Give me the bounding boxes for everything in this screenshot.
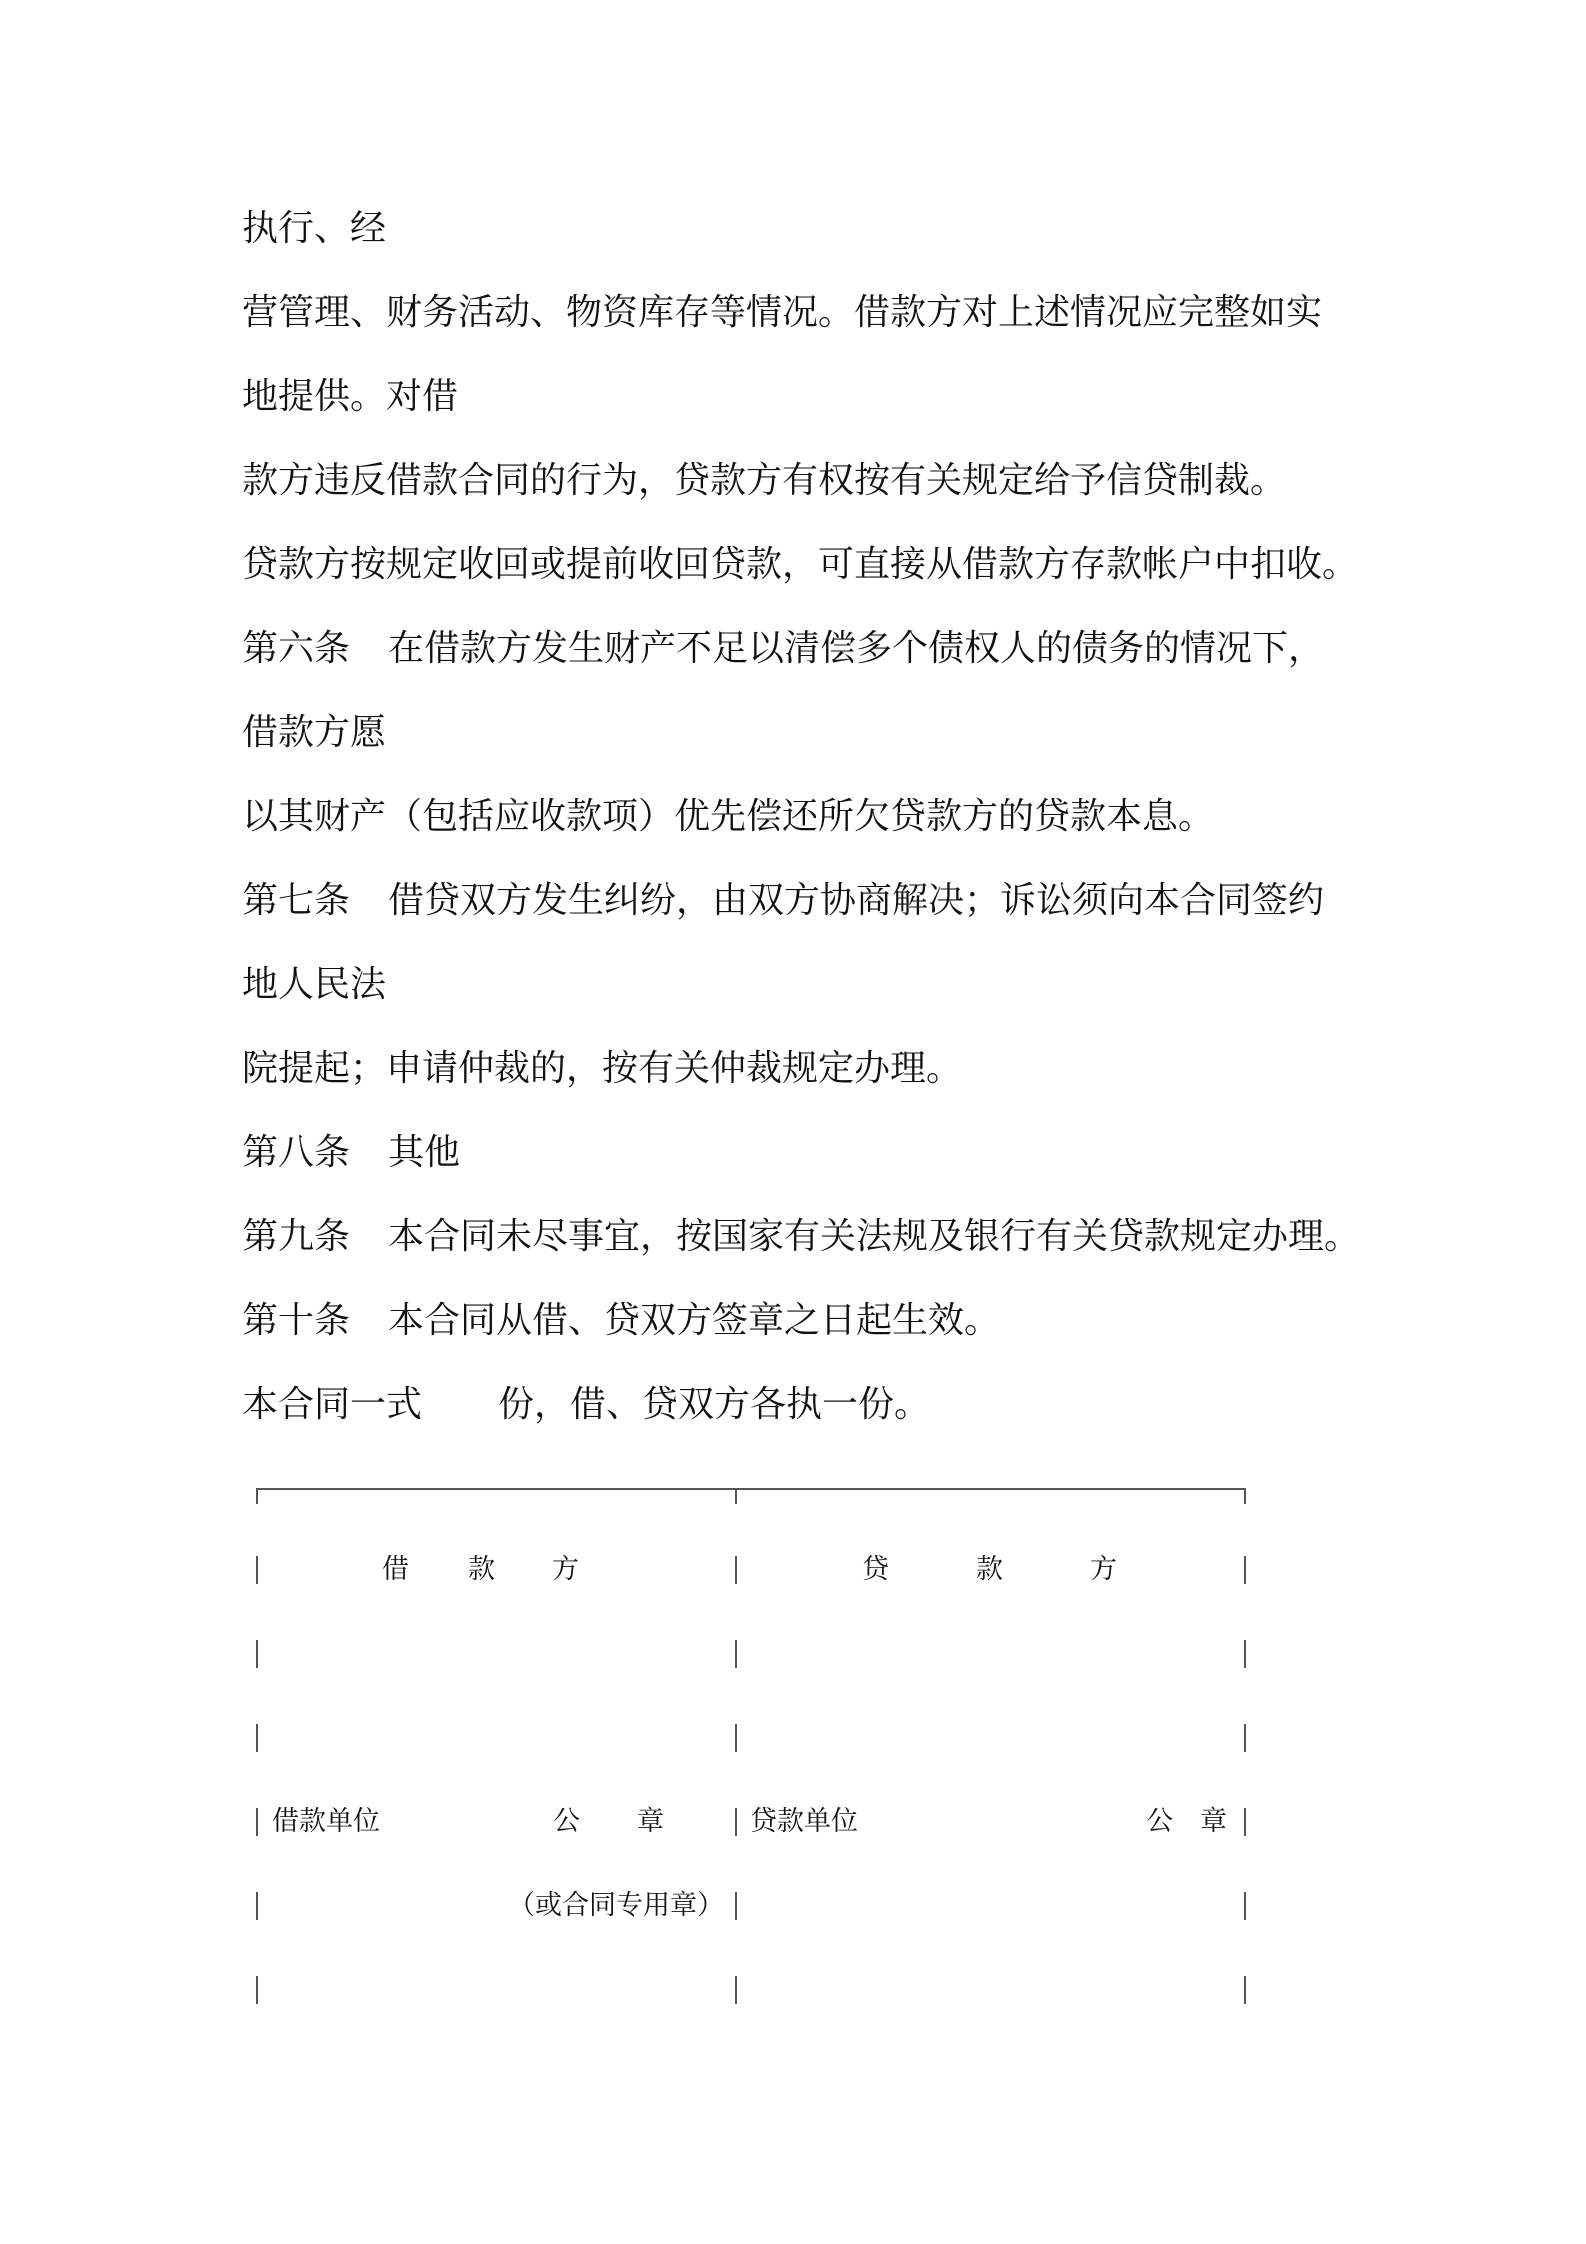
article-8-number: 第八条 [242, 1132, 351, 1173]
table-divider [735, 1808, 737, 1836]
article-7-text: 借贷双方发生纠纷，由双方协商解决；诉讼须向本合同签约 [388, 880, 1325, 921]
article-6-text: 在借款方发生财产不足以清偿多个债权人的债务的情况下， [388, 628, 1325, 669]
table-divider [1244, 1892, 1246, 1920]
table-divider [1244, 1640, 1246, 1668]
article-9-text: 本合同未尽事宜，按国家有关法规及银行有关贷款规定办理。 [388, 1216, 1361, 1257]
table-divider [256, 1892, 258, 1920]
table-divider [256, 1556, 258, 1584]
lender-unit-label: 贷款单位 [750, 1806, 858, 1837]
copies-prefix: 本合同一式 [242, 1384, 423, 1425]
table-corner-middle [735, 1488, 737, 1504]
table-divider [735, 1892, 737, 1920]
table-divider [256, 1724, 258, 1752]
paragraph-line-4: 款方违反借款合同的行为，贷款方有权按有关规定给予信贷制裁。 [242, 460, 1287, 501]
borrower-heading-char: 款 [468, 1554, 495, 1585]
table-divider [735, 1976, 737, 2004]
paragraph-line-5: 贷款方按规定收回或提前收回贷款，可直接从借款方存款帐户中扣收。 [242, 544, 1359, 585]
article-9-number: 第九条 [242, 1216, 351, 1257]
lender-heading-char: 款 [976, 1554, 1003, 1585]
table-top-rule [256, 1488, 1246, 1490]
lender-heading-char: 方 [1090, 1554, 1117, 1585]
table-divider [1244, 1808, 1246, 1836]
borrower-heading-char: 方 [552, 1554, 579, 1585]
table-divider [735, 1556, 737, 1584]
borrower-heading-char: 借 [382, 1554, 409, 1585]
article-6-number: 第六条 [242, 628, 351, 669]
paragraph-line-2: 营管理、财务活动、物资库存等情况。借款方对上述情况应完整如实 [242, 292, 1323, 333]
paragraph-line-11: 院提起；申请仲裁的，按有关仲裁规定办理。 [242, 1048, 963, 1089]
article-10-number: 第十条 [242, 1300, 351, 1341]
lender-seal-char: 公 [1146, 1806, 1173, 1837]
table-divider [1244, 1556, 1246, 1584]
contract-seal-note: （或合同专用章） [508, 1890, 724, 1921]
borrower-seal-char: 公 [553, 1806, 580, 1837]
table-divider [1244, 1976, 1246, 2004]
article-10-text: 本合同从借、贷双方签章之日起生效。 [388, 1300, 1001, 1341]
paragraph-line-3: 地提供。对借 [242, 376, 459, 417]
borrower-seal-char: 章 [637, 1806, 664, 1837]
table-divider [256, 1808, 258, 1836]
article-8-text: 其他 [388, 1132, 461, 1173]
table-divider [256, 1640, 258, 1668]
table-divider [256, 1976, 258, 2004]
table-corner-left [256, 1488, 258, 1504]
paragraph-line-1: 执行、经 [242, 208, 387, 249]
paragraph-line-10: 地人民法 [242, 964, 387, 1005]
copies-text: 份，借、贷双方各执一份。 [498, 1384, 931, 1425]
table-divider [735, 1724, 737, 1752]
paragraph-line-8: 以其财产（包括应收款项）优先偿还所欠贷款方的贷款本息。 [242, 796, 1215, 837]
table-divider [735, 1640, 737, 1668]
paragraph-line-7: 借款方愿 [242, 712, 387, 753]
article-7-number: 第七条 [242, 880, 351, 921]
lender-seal-char: 章 [1200, 1806, 1227, 1837]
lender-heading-char: 贷 [862, 1554, 889, 1585]
borrower-unit-label: 借款单位 [272, 1806, 380, 1837]
table-divider [1244, 1724, 1246, 1752]
table-corner-right [1244, 1488, 1246, 1504]
